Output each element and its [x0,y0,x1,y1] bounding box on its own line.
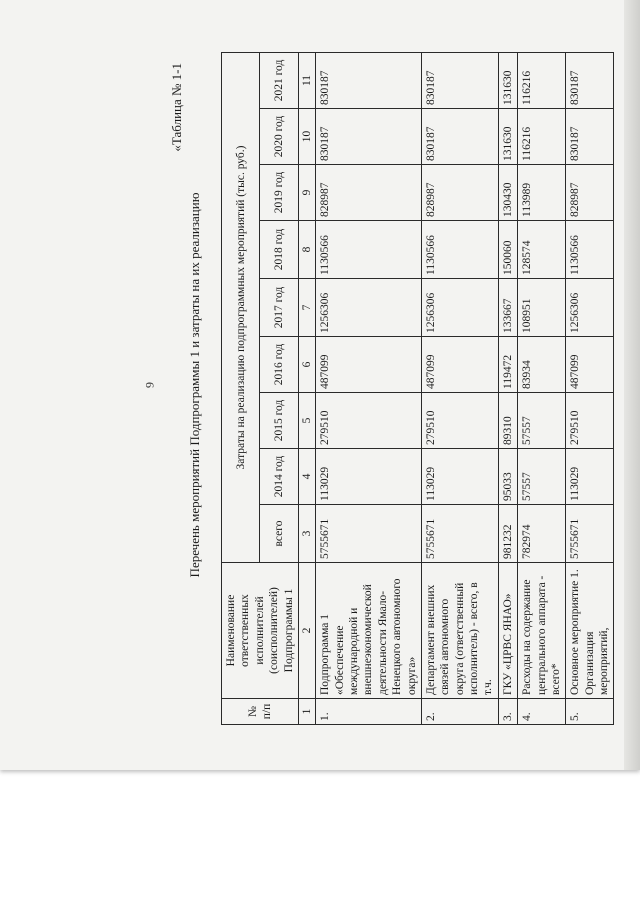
row-number: 4. [518,699,566,725]
row-year-value: 279510 [316,393,422,449]
row-total-value: 981232 [498,505,517,563]
header-year: 2016 год [260,337,298,393]
row-number: 2. [421,699,498,725]
row-year-value: 830187 [316,109,422,165]
row-total-value: 782974 [518,505,566,563]
row-name: Расходы на содержание центрального аппарата - всего* [518,563,566,699]
header-name: Наименование ответственных исполнителей (соисполнителей) Подпрограммы 1 [222,563,299,699]
column-index: 11 [298,52,315,108]
row-year-value: 113029 [421,449,498,505]
header-row-1 [222,52,260,724]
rotated-content [165,45,625,725]
row-year-value: 828987 [421,165,498,221]
row-number: 5. [566,699,614,725]
row-year-value: 83934 [518,337,566,393]
header-num: № п/п [222,699,299,725]
row-year-value: 57557 [518,449,566,505]
row-year-value: 279510 [566,393,614,449]
row-year-value: 95033 [498,449,517,505]
column-index: 8 [298,221,315,279]
column-index: 4 [298,449,315,505]
row-year-value: 279510 [421,393,498,449]
row-year-value: 830187 [421,52,498,108]
row-total-value: 5755671 [566,505,614,563]
row-year-value: 1130566 [566,221,614,279]
row-year-value: 57557 [518,393,566,449]
row-year-value: 1130566 [316,221,422,279]
row-name: ГКУ «ЦРВС ЯНАО» [498,563,517,699]
header-year: 2015 год [260,393,298,449]
row-year-value: 113029 [566,449,614,505]
row-name: Подпрограмма 1 «Обеспечение международной и внешнеэкономической деятельности Ямало-Ненецкого автономного округа» [316,563,422,699]
table-label: «Таблица № 1-1 [169,63,184,152]
column-index: 10 [298,109,315,165]
row-year-value: 830187 [566,52,614,108]
table-row [566,52,614,724]
row-year-value: 116216 [518,109,566,165]
row-year-value: 1256306 [316,279,422,337]
row-year-value: 133667 [498,279,517,337]
row-year-value: 830187 [421,109,498,165]
row-number: 3. [498,699,517,725]
row-year-value: 1130566 [421,221,498,279]
row-year-value: 130430 [498,165,517,221]
column-index: 5 [298,393,315,449]
row-year-value: 108951 [518,279,566,337]
row-year-value: 830187 [316,52,422,108]
column-index: 6 [298,337,315,393]
column-index: 2 [298,563,315,699]
header-year: 2021 год [260,52,298,108]
table-row [518,52,566,724]
row-name: Основное мероприятие 1. Организация мероприятий, [566,563,614,699]
page-number: 9 [142,382,157,388]
row-year-value: 113029 [316,449,422,505]
row-year-value: 487099 [421,337,498,393]
row-year-value: 487099 [566,337,614,393]
row-year-value: 1256306 [421,279,498,337]
header-costs-group: Затраты на реализацию подпрограммных мероприятий (тыс. руб.) [222,52,260,562]
column-index: 3 [298,505,315,563]
table-row [316,52,422,724]
row-name: Департамент внешних связей автономного округа (ответственный исполнитель) - всего, в т.ч. [421,563,498,699]
row-year-value: 116216 [518,52,566,108]
row-year-value: 828987 [316,165,422,221]
table-body [316,52,614,724]
header-year: 2014 год [260,449,298,505]
row-year-value: 830187 [566,109,614,165]
row-year-value: 119472 [498,337,517,393]
document-title: Перечень мероприятий Подпрограммы 1 и затраты на их реализацию [187,192,202,578]
row-year-value: 89310 [498,393,517,449]
header-year: 2018 год [260,221,298,279]
header-year: 2017 год [260,279,298,337]
row-year-value: 128574 [518,221,566,279]
header-year: 2019 год [260,165,298,221]
costs-table [221,52,614,725]
column-index: 9 [298,165,315,221]
row-year-value: 1256306 [566,279,614,337]
row-year-value: 487099 [316,337,422,393]
page-edge-shadow [624,0,640,770]
table-row [498,52,517,724]
row-year-value: 131630 [498,52,517,108]
column-index: 1 [298,699,315,725]
header-year: 2020 год [260,109,298,165]
column-index: 7 [298,279,315,337]
row-total-value: 5755671 [421,505,498,563]
row-number: 1. [316,699,422,725]
table-row [421,52,498,724]
row-year-value: 828987 [566,165,614,221]
row-year-value: 150060 [498,221,517,279]
column-index-row [298,52,315,724]
row-year-value: 131630 [498,109,517,165]
header-total: всего [260,505,298,563]
row-total-value: 5755671 [316,505,422,563]
row-year-value: 113989 [518,165,566,221]
